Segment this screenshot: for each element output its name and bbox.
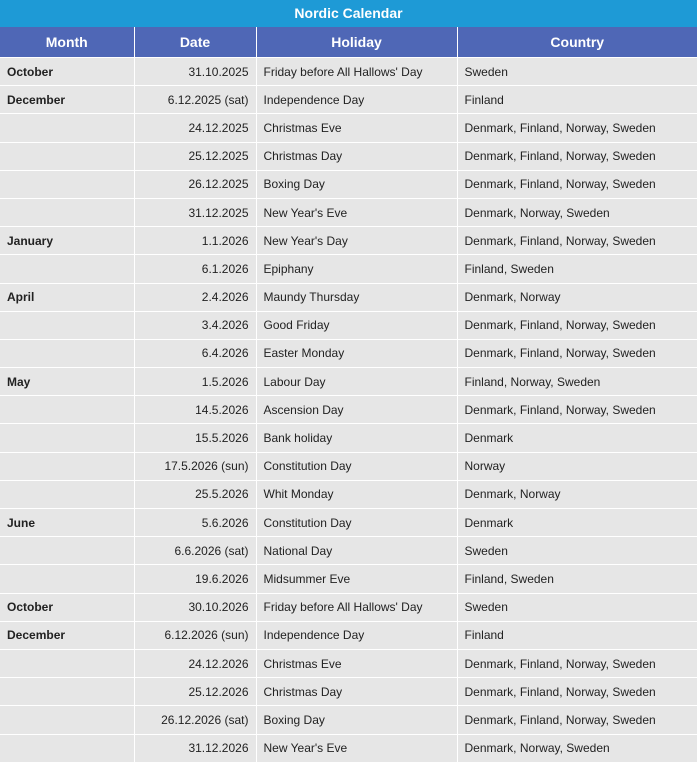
table-row <box>0 593 697 621</box>
column-header-country: Country <box>457 27 697 58</box>
month-cell <box>0 424 134 452</box>
table-row <box>0 198 697 226</box>
holiday-cell: Whit Monday <box>256 480 457 508</box>
table-row <box>0 170 697 198</box>
table-row <box>0 734 697 762</box>
date-cell: 31.10.2025 <box>134 58 256 86</box>
column-header-date: Date <box>134 27 256 58</box>
month-cell: October <box>0 58 134 86</box>
holiday-cell: Boxing Day <box>256 170 457 198</box>
month-cell: May <box>0 368 134 396</box>
table-row <box>0 537 697 565</box>
country-cell: Denmark <box>457 424 697 452</box>
table-row <box>0 339 697 367</box>
country-cell: Sweden <box>457 58 697 86</box>
country-cell: Denmark, Norway <box>457 480 697 508</box>
table-row <box>0 480 697 508</box>
country-cell: Denmark, Finland, Norway, Sweden <box>457 227 697 255</box>
month-cell <box>0 198 134 226</box>
table-row <box>0 227 697 255</box>
date-cell: 2.4.2026 <box>134 283 256 311</box>
holiday-table <box>0 27 697 763</box>
date-cell: 6.4.2026 <box>134 339 256 367</box>
date-cell: 3.4.2026 <box>134 311 256 339</box>
header-row <box>0 27 697 58</box>
table-row <box>0 649 697 677</box>
holiday-cell: Maundy Thursday <box>256 283 457 311</box>
country-cell: Finland <box>457 621 697 649</box>
date-cell: 6.12.2026 (sun) <box>134 621 256 649</box>
holiday-cell: Ascension Day <box>256 396 457 424</box>
date-cell: 25.12.2025 <box>134 142 256 170</box>
table-row <box>0 86 697 114</box>
column-header-month: Month <box>0 27 134 58</box>
holiday-cell: Epiphany <box>256 255 457 283</box>
country-cell: Denmark, Finland, Norway, Sweden <box>457 649 697 677</box>
country-cell: Finland, Sweden <box>457 255 697 283</box>
date-cell: 14.5.2026 <box>134 396 256 424</box>
country-cell: Denmark, Finland, Norway, Sweden <box>457 114 697 142</box>
table-row <box>0 255 697 283</box>
month-cell <box>0 480 134 508</box>
table-row <box>0 368 697 396</box>
month-cell <box>0 565 134 593</box>
column-header-holiday: Holiday <box>256 27 457 58</box>
holiday-cell: National Day <box>256 537 457 565</box>
table-row <box>0 452 697 480</box>
month-cell <box>0 452 134 480</box>
month-cell: December <box>0 621 134 649</box>
country-cell: Denmark, Finland, Norway, Sweden <box>457 142 697 170</box>
date-cell: 6.12.2025 (sat) <box>134 86 256 114</box>
month-cell <box>0 170 134 198</box>
date-cell: 6.1.2026 <box>134 255 256 283</box>
country-cell: Finland, Sweden <box>457 565 697 593</box>
month-cell: October <box>0 593 134 621</box>
table-row <box>0 142 697 170</box>
holiday-cell: New Year's Eve <box>256 198 457 226</box>
country-cell: Denmark, Norway, Sweden <box>457 198 697 226</box>
date-cell: 26.12.2025 <box>134 170 256 198</box>
date-cell: 24.12.2025 <box>134 114 256 142</box>
country-cell: Denmark, Norway <box>457 283 697 311</box>
holiday-cell: Midsummer Eve <box>256 565 457 593</box>
holiday-cell: Constitution Day <box>256 452 457 480</box>
holiday-cell: Independence Day <box>256 621 457 649</box>
date-cell: 25.12.2026 <box>134 678 256 706</box>
table-row <box>0 396 697 424</box>
month-cell: December <box>0 86 134 114</box>
date-cell: 1.1.2026 <box>134 227 256 255</box>
date-cell: 30.10.2026 <box>134 593 256 621</box>
month-cell: April <box>0 283 134 311</box>
country-cell: Denmark, Finland, Norway, Sweden <box>457 396 697 424</box>
date-cell: 31.12.2025 <box>134 198 256 226</box>
holiday-cell: Bank holiday <box>256 424 457 452</box>
month-cell: January <box>0 227 134 255</box>
table-row <box>0 706 697 734</box>
month-cell <box>0 142 134 170</box>
month-cell <box>0 311 134 339</box>
table-row <box>0 58 697 86</box>
holiday-cell: Friday before All Hallows' Day <box>256 593 457 621</box>
holiday-cell: Independence Day <box>256 86 457 114</box>
month-cell <box>0 396 134 424</box>
date-cell: 24.12.2026 <box>134 649 256 677</box>
holiday-cell: Christmas Eve <box>256 114 457 142</box>
table-row <box>0 114 697 142</box>
table-row <box>0 678 697 706</box>
table-body <box>0 58 697 763</box>
holiday-cell: Labour Day <box>256 368 457 396</box>
country-cell: Denmark, Finland, Norway, Sweden <box>457 678 697 706</box>
country-cell: Denmark, Finland, Norway, Sweden <box>457 170 697 198</box>
holiday-cell: Boxing Day <box>256 706 457 734</box>
date-cell: 15.5.2026 <box>134 424 256 452</box>
country-cell: Denmark, Finland, Norway, Sweden <box>457 706 697 734</box>
date-cell: 5.6.2026 <box>134 509 256 537</box>
holiday-cell: Easter Monday <box>256 339 457 367</box>
holiday-cell: Constitution Day <box>256 509 457 537</box>
country-cell: Denmark, Finland, Norway, Sweden <box>457 339 697 367</box>
date-cell: 6.6.2026 (sat) <box>134 537 256 565</box>
month-cell <box>0 678 134 706</box>
holiday-cell: New Year's Day <box>256 227 457 255</box>
date-cell: 31.12.2026 <box>134 734 256 762</box>
date-cell: 25.5.2026 <box>134 480 256 508</box>
country-cell: Sweden <box>457 537 697 565</box>
date-cell: 19.6.2026 <box>134 565 256 593</box>
date-cell: 1.5.2026 <box>134 368 256 396</box>
month-cell <box>0 339 134 367</box>
table-row <box>0 283 697 311</box>
country-cell: Norway <box>457 452 697 480</box>
calendar-title: Nordic Calendar <box>0 0 697 27</box>
holiday-cell: Christmas Day <box>256 678 457 706</box>
date-cell: 26.12.2026 (sat) <box>134 706 256 734</box>
table-row <box>0 509 697 537</box>
table-row <box>0 565 697 593</box>
month-cell <box>0 537 134 565</box>
table-row <box>0 311 697 339</box>
country-cell: Denmark, Finland, Norway, Sweden <box>457 311 697 339</box>
country-cell: Denmark <box>457 509 697 537</box>
country-cell: Finland <box>457 86 697 114</box>
month-cell <box>0 255 134 283</box>
month-cell <box>0 114 134 142</box>
holiday-cell: Christmas Eve <box>256 649 457 677</box>
date-cell: 17.5.2026 (sun) <box>134 452 256 480</box>
country-cell: Finland, Norway, Sweden <box>457 368 697 396</box>
table-row <box>0 424 697 452</box>
holiday-cell: Good Friday <box>256 311 457 339</box>
holiday-cell: New Year's Eve <box>256 734 457 762</box>
holiday-cell: Friday before All Hallows' Day <box>256 58 457 86</box>
table-row <box>0 621 697 649</box>
month-cell <box>0 706 134 734</box>
month-cell: June <box>0 509 134 537</box>
holiday-cell: Christmas Day <box>256 142 457 170</box>
month-cell <box>0 649 134 677</box>
country-cell: Sweden <box>457 593 697 621</box>
month-cell <box>0 734 134 762</box>
country-cell: Denmark, Norway, Sweden <box>457 734 697 762</box>
